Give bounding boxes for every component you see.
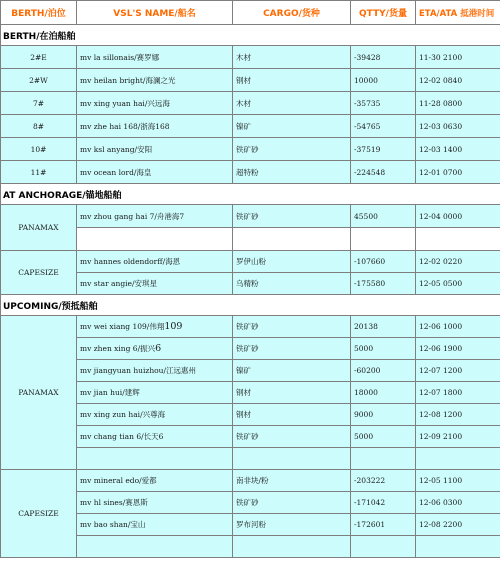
eta-cell: 12-01 0700 xyxy=(416,161,500,184)
cargo-cell: 南非块/粉 xyxy=(233,470,351,492)
table-row xyxy=(1,251,500,273)
vessel-cell: mv jiangyuan huizhou/江远惠州 xyxy=(77,360,233,382)
vessel-cell: mv star angie/安琪星 xyxy=(77,273,233,295)
vessel-cell: mv xing yuan hai/兴远海 xyxy=(77,92,233,115)
eta-cell: 12-08 1200 xyxy=(416,404,500,426)
cargo-cell: 木材 xyxy=(233,46,351,69)
berth-cell: 7# xyxy=(1,92,77,115)
eta-cell: 12-09 2100 xyxy=(416,426,500,448)
table-row xyxy=(1,46,500,69)
qtty-cell xyxy=(351,536,416,558)
table-row xyxy=(1,115,500,138)
table-row xyxy=(1,161,500,184)
cargo-cell xyxy=(233,228,351,251)
eta-cell: 12-06 1900 xyxy=(416,338,500,360)
qtty-cell xyxy=(351,448,416,470)
eta-cell: 12-04 0000 xyxy=(416,205,500,228)
qtty-cell: 10000 xyxy=(351,69,416,92)
vessel-cell xyxy=(77,316,233,338)
group-panamax: PANAMAX xyxy=(1,316,77,470)
qtty-cell: -60200 xyxy=(351,360,416,382)
eta-cell: 12-03 1400 xyxy=(416,138,500,161)
cargo-cell: 铁矿砂 xyxy=(233,138,351,161)
cargo-cell: 超特粉 xyxy=(233,161,351,184)
eta-cell xyxy=(416,536,500,558)
group-panamax: PANAMAX xyxy=(1,205,77,251)
vessel-cell: mv heilan bright/海澜之光 xyxy=(77,69,233,92)
cargo-cell xyxy=(233,536,351,558)
table-row xyxy=(1,92,500,115)
vessel-cell: mv ocean lord/海皇 xyxy=(77,161,233,184)
vessel-cell xyxy=(77,338,233,360)
qtty-cell: -107660 xyxy=(351,251,416,273)
section-upcoming-label: UPCOMING/预抵船舶 xyxy=(1,295,500,316)
section-berth-label: BERTH/在泊船舶 xyxy=(1,25,500,46)
vessel-cell: mv zhe hai 168/浙海168 xyxy=(77,115,233,138)
vessel-cell xyxy=(77,536,233,558)
vessel-cell: mv bao shan/宝山 xyxy=(77,514,233,536)
qtty-cell: 45500 xyxy=(351,205,416,228)
qtty-cell: -35735 xyxy=(351,92,416,115)
cargo-cell: 钢材 xyxy=(233,382,351,404)
cargo-cell: 乌精粉 xyxy=(233,273,351,295)
eta-cell: 12-08 2200 xyxy=(416,514,500,536)
header-eta: ETA/ATA 抵港时间 xyxy=(416,1,500,25)
eta-cell xyxy=(416,448,500,470)
berth-cell: 2#E xyxy=(1,46,77,69)
cargo-cell: 镍矿 xyxy=(233,360,351,382)
qtty-cell: -37519 xyxy=(351,138,416,161)
qtty-cell xyxy=(351,228,416,251)
cargo-cell: 镍矿 xyxy=(233,115,351,138)
eta-cell: 12-07 1200 xyxy=(416,360,500,382)
group-capesize: CAPESIZE xyxy=(1,470,77,558)
vessel-cell xyxy=(77,448,233,470)
header-qtty: QTTY/货量 xyxy=(351,1,416,25)
group-capesize: CAPESIZE xyxy=(1,251,77,295)
vessel-name: mv wei xiang 109/伟翔 xyxy=(80,322,165,331)
header-berth: BERTH/泊位 xyxy=(1,1,77,25)
vessel-number: 6 xyxy=(155,343,162,354)
vessel-cell: mv chang tian 6/长天6 xyxy=(77,426,233,448)
berth-cell: 11# xyxy=(1,161,77,184)
qtty-cell: 18000 xyxy=(351,382,416,404)
cargo-cell: 铁矿砂 xyxy=(233,338,351,360)
eta-cell: 12-02 0840 xyxy=(416,69,500,92)
vessel-number: 109 xyxy=(164,321,183,332)
berth-cell: 10# xyxy=(1,138,77,161)
qtty-cell: -203222 xyxy=(351,470,416,492)
section-upcoming xyxy=(1,295,500,316)
qtty-cell: -224548 xyxy=(351,161,416,184)
vessel-cell: mv hannes oldendorff/海恩 xyxy=(77,251,233,273)
qtty-cell: 5000 xyxy=(351,338,416,360)
cargo-cell: 罗伊山粉 xyxy=(233,251,351,273)
berth-cell: 8# xyxy=(1,115,77,138)
eta-cell: 12-06 0300 xyxy=(416,492,500,514)
header-row xyxy=(1,1,500,25)
eta-cell: 12-05 1100 xyxy=(416,470,500,492)
qtty-cell: 5000 xyxy=(351,426,416,448)
cargo-cell: 铁矿砂 xyxy=(233,426,351,448)
qtty-cell: -171042 xyxy=(351,492,416,514)
berth-cell: 2#W xyxy=(1,69,77,92)
eta-cell: 11-30 2100 xyxy=(416,46,500,69)
eta-cell xyxy=(416,228,500,251)
header-cargo: CARGO/货种 xyxy=(233,1,351,25)
eta-cell: 12-03 0630 xyxy=(416,115,500,138)
eta-cell: 12-05 0500 xyxy=(416,273,500,295)
vessel-cell: mv zhou gang hai 7/舟港海7 xyxy=(77,205,233,228)
table-row xyxy=(1,470,500,492)
vessel-cell: mv mineral edo/爱都 xyxy=(77,470,233,492)
qtty-cell: -54765 xyxy=(351,115,416,138)
vessel-cell xyxy=(77,228,233,251)
eta-cell: 12-02 0220 xyxy=(416,251,500,273)
cargo-cell: 铁矿砂 xyxy=(233,492,351,514)
cargo-cell: 铁矿砂 xyxy=(233,316,351,338)
qtty-cell: -39428 xyxy=(351,46,416,69)
cargo-cell: 罗布河粉 xyxy=(233,514,351,536)
cargo-cell: 铁矿砂 xyxy=(233,205,351,228)
qtty-cell: 9000 xyxy=(351,404,416,426)
table-row xyxy=(1,138,500,161)
section-anchorage-label: AT ANCHORAGE/锚地船舶 xyxy=(1,184,500,205)
table-row xyxy=(1,69,500,92)
table-row xyxy=(1,316,500,338)
vessel-cell: mv hl sines/赛恩斯 xyxy=(77,492,233,514)
qtty-cell: 20138 xyxy=(351,316,416,338)
eta-cell: 12-07 1800 xyxy=(416,382,500,404)
qtty-cell: -172601 xyxy=(351,514,416,536)
vessel-name: mv zhen xing 6/振兴 xyxy=(80,344,156,353)
section-berth xyxy=(1,25,500,46)
eta-cell: 11-28 0800 xyxy=(416,92,500,115)
section-anchorage xyxy=(1,184,500,205)
vessel-cell: mv jian hui/建辉 xyxy=(77,382,233,404)
header-vessel: VSL'S NAME/船名 xyxy=(77,1,233,25)
vessel-cell: mv xing zun hai/兴尊海 xyxy=(77,404,233,426)
cargo-cell: 木材 xyxy=(233,92,351,115)
table-row xyxy=(1,205,500,228)
cargo-cell: 钢材 xyxy=(233,69,351,92)
cargo-cell xyxy=(233,448,351,470)
eta-cell: 12-06 1000 xyxy=(416,316,500,338)
cargo-cell: 钢材 xyxy=(233,404,351,426)
vessel-cell: mv ksl anyang/安阳 xyxy=(77,138,233,161)
qtty-cell: -175580 xyxy=(351,273,416,295)
vessel-cell: mv la sillonais/赛罗娜 xyxy=(77,46,233,69)
